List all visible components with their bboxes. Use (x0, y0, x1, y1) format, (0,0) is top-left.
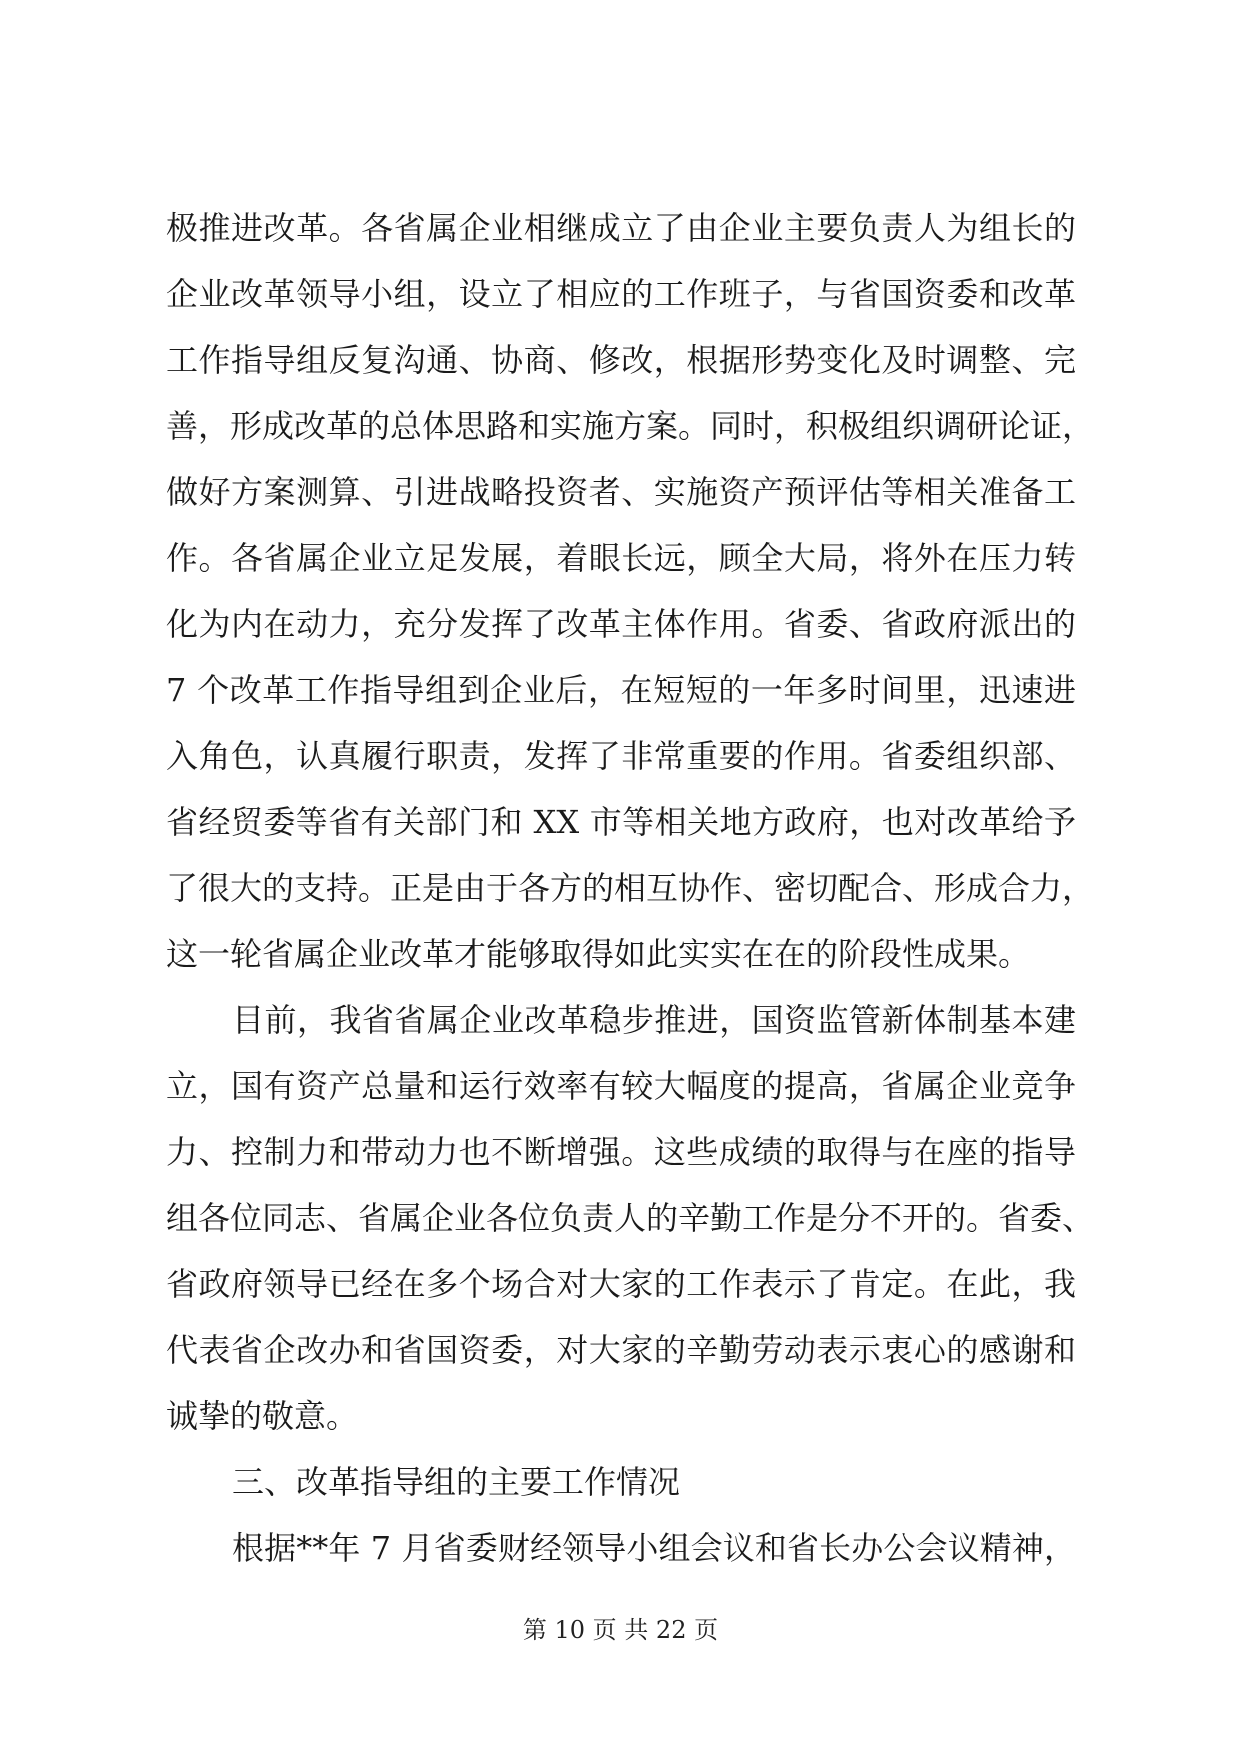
text-line: 组各位同志、省属企业各位负责人的辛勤工作是分不开的。省委、 (166, 1199, 1095, 1237)
text-line: 代表省企改办和省国资委，对大家的辛勤劳动表示衷心的感谢和 (166, 1331, 1076, 1369)
text-line: 善，形成改革的总体思路和实施方案。同时，积极组织调研论证， (166, 407, 1095, 445)
text-line: 省经贸委等省有关部门和 XX 市等相关地方政府，也对改革给予 (166, 803, 1076, 841)
text-line: 诚挚的敬意。 (166, 1397, 359, 1435)
text-line: 这一轮省属企业改革才能够取得如此实实在在的阶段性成果。 (166, 935, 1031, 973)
text-line: 入角色，认真履行职责，发挥了非常重要的作用。省委组织部、 (166, 737, 1076, 775)
section-heading: 三、改革指导组的主要工作情况 (232, 1463, 681, 1501)
page-footer: 第 10 页 共 22 页 (522, 1616, 719, 1644)
text-line: 作。各省属企业立足发展，着眼长远，顾全大局，将外在压力转 (166, 539, 1076, 577)
text-line: 根据**年 7 月省委财经领导小组会议和省长办公会议精神， (232, 1529, 1076, 1567)
text-line: 了很大的支持。正是由于各方的相互协作、密切配合、形成合力， (166, 869, 1095, 907)
text-line: 工作指导组反复沟通、协商、修改，根据形势变化及时调整、完 (166, 341, 1076, 379)
text-line: 立，国有资产总量和运行效率有较大幅度的提高，省属企业竞争 (166, 1067, 1076, 1105)
text-line: 企业改革领导小组，设立了相应的工作班子，与省国资委和改革 (166, 275, 1076, 313)
text-line: 极推进改革。各省属企业相继成立了由企业主要负责人为组长的 (166, 209, 1076, 247)
text-line: 省政府领导已经在多个场合对大家的工作表示了肯定。在此，我 (166, 1265, 1076, 1303)
text-line: 化为内在动力，充分发挥了改革主体作用。省委、省政府派出的 (166, 605, 1076, 643)
text-line: 做好方案测算、引进战略投资者、实施资产预评估等相关准备工 (166, 473, 1076, 511)
text-line: 目前，我省省属企业改革稳步推进，国资监管新体制基本建 (232, 1001, 1076, 1039)
text-line: 力、控制力和带动力也不断增强。这些成绩的取得与在座的指导 (166, 1133, 1076, 1171)
text-line: 7 个改革工作指导组到企业后，在短短的一年多时间里，迅速进 (166, 671, 1076, 709)
